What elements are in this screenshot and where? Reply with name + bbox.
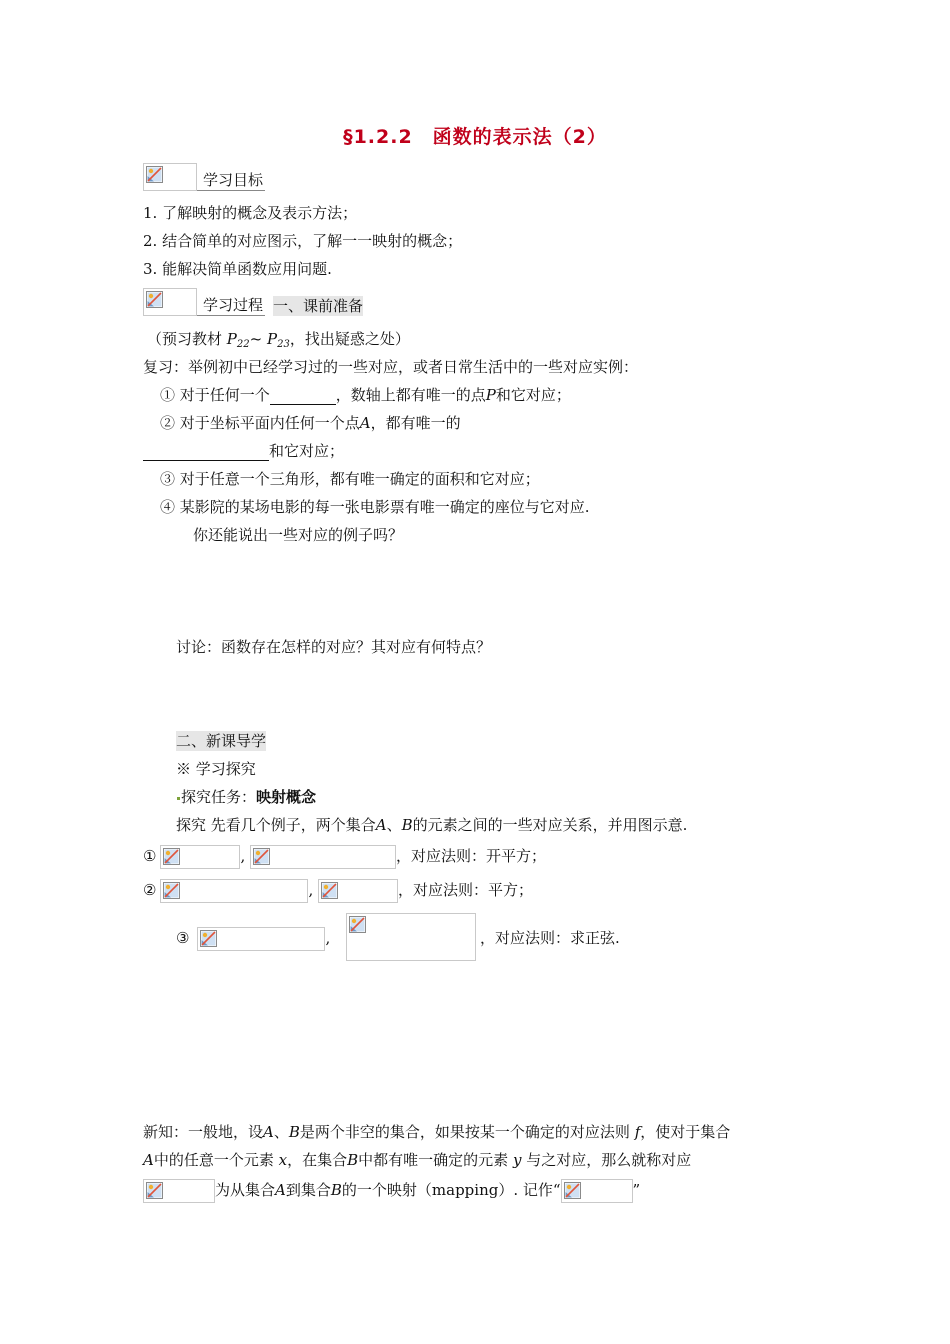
example-3-rule: ，对应法则：求正弦. — [480, 929, 620, 947]
explore-intro: 探究 先看几个例子，两个集合A、B的元素之间的一些对应关系，并用图示意. — [176, 816, 688, 834]
goals-heading-row — [143, 163, 265, 191]
image-placeholder — [143, 288, 197, 316]
discussion-prompt: 讨论：函数存在怎样的对应？其对应有何特点？ — [176, 638, 492, 656]
image-placeholder — [160, 845, 240, 869]
blank-line[interactable] — [143, 444, 269, 461]
preview-note: （预习教材 $P_{22}\sim$ $P_{23}$，找出疑惑之处） — [147, 330, 410, 350]
review-item-2: ② 对于坐标平面内任何一个点A，都有唯一的 — [160, 414, 461, 432]
review-item-2-cont: 和它对应； — [143, 441, 344, 461]
review-question: 你还能说出一些对应的例子吗？ — [193, 526, 404, 544]
process-heading-row — [143, 288, 363, 316]
goals-heading: 学习目标 — [197, 170, 265, 191]
review-prompt: 复习：举例初中已经学习过的一些对应，或者日常生活中的一些对应实例： — [143, 358, 639, 376]
example-2: ② , ，对应法则：平方； — [143, 878, 533, 903]
image-placeholder — [346, 913, 476, 961]
image-placeholder — [143, 1179, 215, 1203]
newknow-line-1: 新知：一般地，设A、B是两个非空的集合，如果按某一个确定的对应法则 f，使对于集合 — [143, 1123, 731, 1141]
task-heading: 探究任务：映射概念 — [176, 787, 316, 807]
broken-image-icon — [163, 848, 180, 865]
broken-image-icon — [349, 916, 366, 933]
page-title: §1.2.2 函数的表示法（2） — [343, 126, 607, 148]
example-1: ① , ，对应法则：开平方； — [143, 844, 546, 869]
goal-item: 1. 了解映射的概念及表示方法； — [143, 204, 358, 222]
review-item-1: ① 对于任何一个 ，数轴上都有唯一的点P和它对应； — [160, 386, 571, 404]
example-3: ③ , — [176, 926, 330, 951]
explore-heading: ※ 学习探究 — [176, 760, 256, 778]
image-placeholder — [250, 845, 396, 869]
goal-item: 3. 能解决简单函数应用问题. — [143, 260, 332, 278]
review-item-3: ③ 对于任意一个三角形，都有唯一确定的面积和它对应； — [160, 470, 540, 488]
newknow-line-3: 为从集合A到集合B的一个映射（mapping）. 记作“ ” — [143, 1178, 640, 1203]
review-item-4: ④ 某影院的某场电影的每一张电影票有唯一确定的座位与它对应. — [160, 498, 590, 516]
broken-image-icon — [321, 882, 338, 899]
broken-image-icon — [146, 1182, 163, 1199]
broken-image-icon — [200, 930, 217, 947]
image-placeholder — [160, 879, 308, 903]
broken-image-icon — [163, 882, 180, 899]
broken-image-icon — [253, 848, 270, 865]
goal-item: 2. 结合简单的对应图示，了解一一映射的概念； — [143, 232, 463, 250]
broken-image-icon — [564, 1182, 581, 1199]
image-placeholder — [197, 927, 325, 951]
image-placeholder — [561, 1179, 633, 1203]
image-placeholder — [318, 879, 398, 903]
process-heading: 学习过程 — [197, 295, 265, 316]
part1-heading: 一、课前准备 — [273, 297, 364, 315]
broken-image-icon — [146, 291, 163, 308]
newlesson-heading: 二、新课导学 — [176, 732, 267, 750]
broken-image-icon — [146, 166, 163, 183]
blank-line[interactable] — [270, 388, 336, 405]
image-placeholder — [143, 163, 197, 191]
newknow-line-2: A中的任意一个元素 x，在集合B中都有唯一确定的元素 y 与之对应，那么就称对应 — [143, 1151, 692, 1169]
